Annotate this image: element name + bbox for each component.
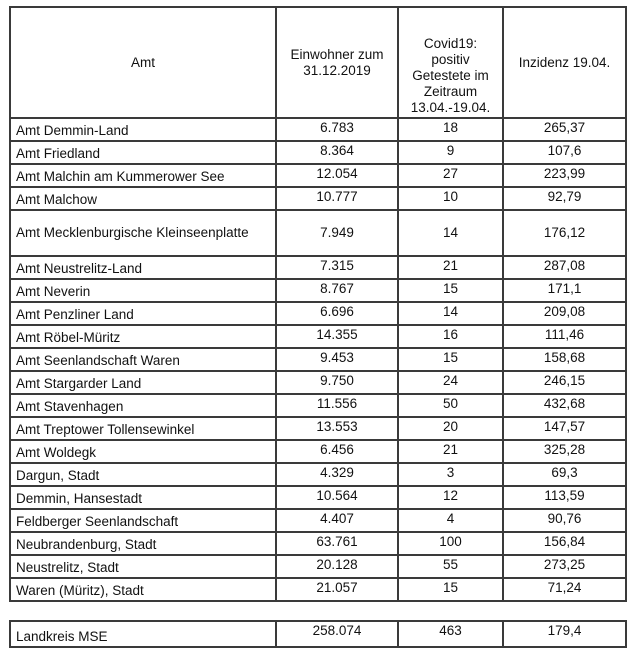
incidence-table — [9, 6, 627, 602]
header-amt: Amt — [10, 7, 276, 118]
cell-einwohner: 7.315 — [276, 256, 398, 279]
header-row — [10, 7, 626, 118]
cell-einwohner: 14.355 — [276, 325, 398, 348]
table-row — [10, 256, 626, 279]
cell-amt: Amt Malchow — [10, 187, 276, 210]
total-row — [10, 621, 626, 647]
table-row — [10, 348, 626, 371]
table-row — [10, 417, 626, 440]
cell-einwohner: 6.456 — [276, 440, 398, 463]
table-row — [10, 532, 626, 555]
cell-inzidenz: 432,68 — [503, 394, 626, 417]
cell-inzidenz: 111,46 — [503, 325, 626, 348]
cell-inzidenz: 69,3 — [503, 463, 626, 486]
cell-inzidenz: 287,08 — [503, 256, 626, 279]
cell-amt: Amt Seenlandschaft Waren — [10, 348, 276, 371]
cell-einwohner: 8.364 — [276, 141, 398, 164]
cell-positiv: 14 — [398, 210, 503, 256]
cell-einwohner: 20.128 — [276, 555, 398, 578]
table-row — [10, 463, 626, 486]
cell-amt: Amt Stavenhagen — [10, 394, 276, 417]
table-row — [10, 486, 626, 509]
cell-inzidenz: 171,1 — [503, 279, 626, 302]
cell-einwohner: 6.696 — [276, 302, 398, 325]
cell-inzidenz: 176,12 — [503, 210, 626, 256]
cell-einwohner: 8.767 — [276, 279, 398, 302]
cell-positiv: 50 — [398, 394, 503, 417]
cell-amt: Demmin, Hansestadt — [10, 486, 276, 509]
total-positiv: 463 — [398, 621, 503, 647]
cell-einwohner: 13.553 — [276, 417, 398, 440]
cell-amt: Neustrelitz, Stadt — [10, 555, 276, 578]
cell-amt: Waren (Müritz), Stadt — [10, 578, 276, 601]
table-row — [10, 118, 626, 141]
cell-positiv: 24 — [398, 371, 503, 394]
total-table — [9, 620, 627, 648]
cell-einwohner: 63.761 — [276, 532, 398, 555]
table-row — [10, 578, 626, 601]
cell-inzidenz: 113,59 — [503, 486, 626, 509]
cell-einwohner: 6.783 — [276, 118, 398, 141]
cell-inzidenz: 325,28 — [503, 440, 626, 463]
cell-positiv: 12 — [398, 486, 503, 509]
table-row — [10, 371, 626, 394]
cell-positiv: 20 — [398, 417, 503, 440]
cell-amt: Amt Neverin — [10, 279, 276, 302]
cell-positiv: 27 — [398, 164, 503, 187]
cell-amt: Neubrandenburg, Stadt — [10, 532, 276, 555]
cell-positiv: 15 — [398, 578, 503, 601]
cell-inzidenz: 223,99 — [503, 164, 626, 187]
cell-positiv: 10 — [398, 187, 503, 210]
cell-positiv: 4 — [398, 509, 503, 532]
table-row — [10, 509, 626, 532]
table-row — [10, 325, 626, 348]
table-row — [10, 141, 626, 164]
cell-amt: Amt Malchin am Kummerower See — [10, 164, 276, 187]
cell-inzidenz: 265,37 — [503, 118, 626, 141]
cell-amt: Amt Penzliner Land — [10, 302, 276, 325]
cell-positiv: 3 — [398, 463, 503, 486]
cell-inzidenz: 107,6 — [503, 141, 626, 164]
table-row — [10, 555, 626, 578]
cell-positiv: 21 — [398, 256, 503, 279]
cell-einwohner: 7.949 — [276, 210, 398, 256]
cell-amt: Amt Treptower Tollensewinkel — [10, 417, 276, 440]
table-row — [10, 302, 626, 325]
table-row — [10, 164, 626, 187]
cell-amt: Dargun, Stadt — [10, 463, 276, 486]
table-row — [10, 394, 626, 417]
cell-positiv: 55 — [398, 555, 503, 578]
cell-positiv: 18 — [398, 118, 503, 141]
cell-amt: Amt Friedland — [10, 141, 276, 164]
header-einwohner: Einwohner zum 31.12.2019 — [276, 7, 398, 118]
cell-positiv: 16 — [398, 325, 503, 348]
cell-inzidenz: 158,68 — [503, 348, 626, 371]
cell-positiv: 15 — [398, 279, 503, 302]
cell-positiv: 15 — [398, 348, 503, 371]
cell-inzidenz: 90,76 — [503, 509, 626, 532]
total-inzidenz: 179,4 — [503, 621, 626, 647]
cell-inzidenz: 92,79 — [503, 187, 626, 210]
cell-einwohner: 10.777 — [276, 187, 398, 210]
cell-einwohner: 11.556 — [276, 394, 398, 417]
cell-inzidenz: 209,08 — [503, 302, 626, 325]
cell-einwohner: 21.057 — [276, 578, 398, 601]
cell-inzidenz: 156,84 — [503, 532, 626, 555]
cell-positiv: 21 — [398, 440, 503, 463]
table-row — [10, 187, 626, 210]
cell-amt: Amt Neustrelitz-Land — [10, 256, 276, 279]
cell-positiv: 14 — [398, 302, 503, 325]
cell-amt: Amt Woldegk — [10, 440, 276, 463]
cell-einwohner: 10.564 — [276, 486, 398, 509]
cell-einwohner: 12.054 — [276, 164, 398, 187]
cell-einwohner: 9.750 — [276, 371, 398, 394]
cell-inzidenz: 147,57 — [503, 417, 626, 440]
cell-positiv: 100 — [398, 532, 503, 555]
cell-einwohner: 9.453 — [276, 348, 398, 371]
header-positiv: Covid19: positiv Getestete im Zeitraum 13.04.-19.04. — [398, 7, 503, 118]
cell-inzidenz: 273,25 — [503, 555, 626, 578]
cell-inzidenz: 246,15 — [503, 371, 626, 394]
cell-einwohner: 4.329 — [276, 463, 398, 486]
header-inzidenz: Inzidenz 19.04. — [503, 7, 626, 118]
total-amt: Landkreis MSE — [10, 621, 276, 647]
cell-amt: Amt Stargarder Land — [10, 371, 276, 394]
total-einwohner: 258.074 — [276, 621, 398, 647]
cell-amt: Amt Mecklenburgische Kleinseenplatte — [10, 210, 276, 256]
cell-positiv: 9 — [398, 141, 503, 164]
cell-inzidenz: 71,24 — [503, 578, 626, 601]
table-row — [10, 210, 626, 256]
cell-amt: Amt Röbel-Müritz — [10, 325, 276, 348]
cell-amt: Feldberger Seenlandschaft — [10, 509, 276, 532]
cell-einwohner: 4.407 — [276, 509, 398, 532]
table-row — [10, 440, 626, 463]
table-row — [10, 279, 626, 302]
cell-amt: Amt Demmin-Land — [10, 118, 276, 141]
